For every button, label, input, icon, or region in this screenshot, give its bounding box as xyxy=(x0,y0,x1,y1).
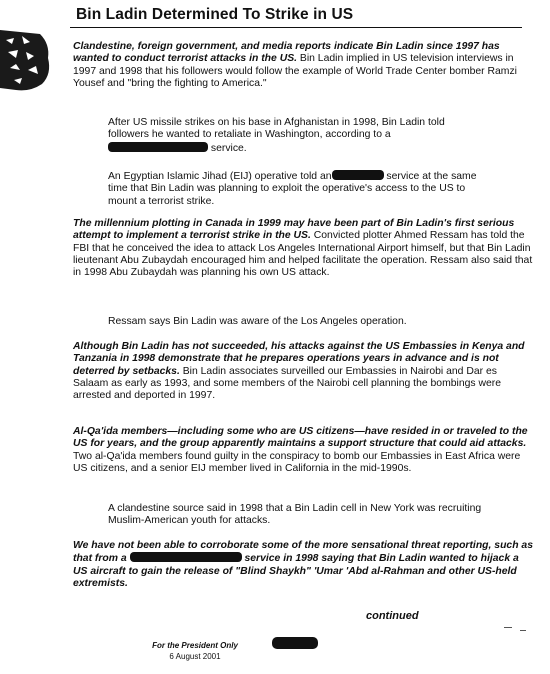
paragraph-8-text: A clandestine source said in 1998 that a Bin Ladin cell in New York was recruiting Muslim-American youth for attacks. xyxy=(108,503,482,527)
footer-date: 6 August 2001 xyxy=(169,652,221,661)
paragraph-2 xyxy=(108,117,488,155)
footer-classification: For the President Only xyxy=(152,641,238,650)
paragraph-6 xyxy=(73,341,533,402)
paragraph-5-text: Ressam says Bin Ladin was aware of the Los Angeles operation. xyxy=(108,316,407,327)
redaction-bar xyxy=(130,552,242,562)
paragraph-1-lead: Clandestine, foreign government, and media reports indicate Bin Ladin since 1997 has wanted to conduct terrorist attacks in the US. xyxy=(73,41,500,65)
paragraph-2-text: After US missile strikes on his base in Afghanistan in 1998, Bin Ladin told followers he wanted to retaliate in Washington, according to a xyxy=(108,117,445,141)
paragraph-3-start: An Egyptian Islamic Jihad (EIJ) operative told an xyxy=(108,171,332,182)
paragraph-3-end: service at the same time that Bin Ladin was planning to exploit the operative's access to the US to mount a terrorist strike. xyxy=(108,171,477,207)
paragraph-5 xyxy=(108,316,488,328)
paragraph-9 xyxy=(73,540,533,590)
paragraph-4 xyxy=(73,218,533,279)
paragraph-6-lead: Although Bin Ladin has not succeeded, his attacks against the US Embassies in Kenya and Tanzania in 1998 demonstrate that he prepares operations years in advance and is not deterred by setbacks. xyxy=(73,341,525,377)
footer-redaction-bar xyxy=(272,637,318,649)
paragraph-4-lead: The millennium plotting in Canada in 1999 may have been part of Bin Ladin's first serious attempt to implement a terrorist strike in the US. xyxy=(73,218,515,242)
paragraph-2-end: service. xyxy=(208,142,247,154)
paragraph-1 xyxy=(73,41,533,90)
seal-emblem xyxy=(0,30,54,92)
scan-speck xyxy=(520,630,526,631)
redaction-bar xyxy=(108,142,208,152)
paragraph-7-body: Two al-Qa'ida members found guilty in the conspiracy to bomb our Embassies in East Africa were US citizens, and a senior EIJ member lived in California in the mid-1990s. xyxy=(73,450,521,474)
paragraph-1-body: Bin Ladin implied in US television interviews in 1997 and 1998 that his followers would follow the example of World Trade Center bomber Ramzi Yousef and "bring the fighting to America." xyxy=(73,53,517,89)
paragraph-6-body: Bin Ladin associates surveilled our Embassies in Nairobi and Dar es Salaam as early as 1993, and some members of the Nairobi cell planning the bombings were arrested and deported in 1997. xyxy=(73,365,501,402)
paragraph-7 xyxy=(73,426,533,475)
paragraph-3 xyxy=(108,170,488,208)
paragraph-4-body: Convicted plotter Ahmed Ressam has told the FBI that he conceived the idea to attack Los Angeles International Airport himself, but that Bin Ladin lieutenant Abu Zubaydah encouraged him and helped facilitate the operation. Ressam also said that in 1998 Abu Zubaydah was planning his own US attack. xyxy=(73,230,533,279)
scan-speck xyxy=(504,627,512,628)
paragraph-7-lead: Al-Qa'ida members—including some who are US citizens—have resided in or traveled to the US for years, and the group apparently maintains a support structure that could aid attacks. xyxy=(73,426,528,450)
paragraph-8 xyxy=(108,503,488,528)
paragraph-9-start: We have not been able to corroborate some of the more sensational threat reporting, such as that from a xyxy=(73,540,533,565)
title-underline xyxy=(70,27,522,28)
paragraph-9-end: service in 1998 saying that Bin Ladin wanted to hijack a US aircraft to gain the release of "Blind Shaykh" 'Umar 'Abd al-Rahman and other US-held extremists. xyxy=(73,553,519,589)
page-title: Bin Ladin Determined To Strike in US xyxy=(76,6,354,23)
footer xyxy=(140,640,250,662)
redaction-bar xyxy=(332,170,384,180)
continued-label: continued xyxy=(366,610,419,622)
